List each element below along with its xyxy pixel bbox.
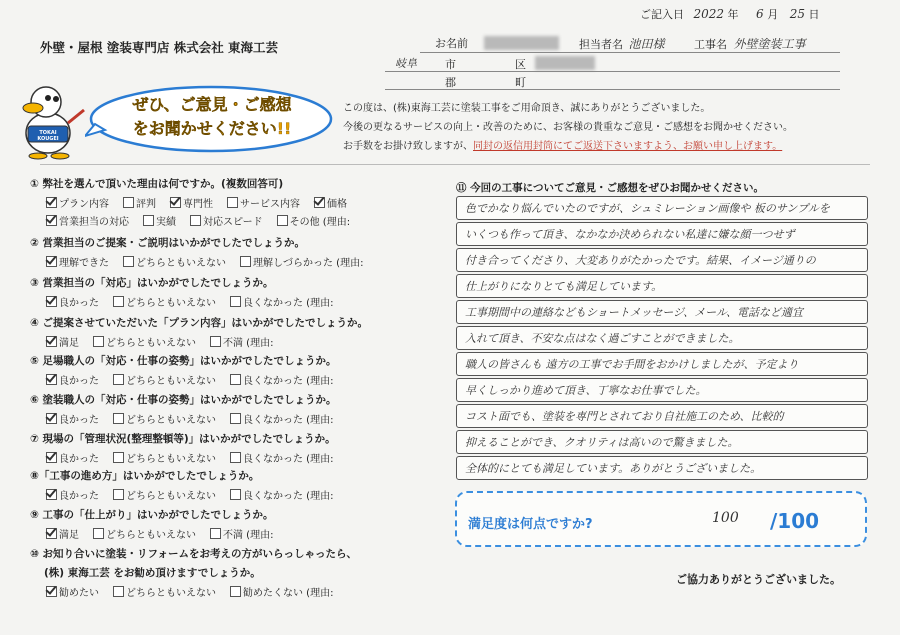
option-label: 勧めたい — [59, 588, 99, 599]
question-title-6: ⑥ 塗装職人の「対応・仕事の姿勢」はいかがでしたでしょうか。 — [30, 394, 337, 406]
option-label: どちらともいえない — [126, 298, 216, 309]
option-label: 良かった — [59, 454, 99, 465]
checkbox-icon[interactable] — [210, 336, 221, 347]
work-value: 外壁塗装工事 — [733, 37, 806, 51]
checkbox-icon[interactable] — [230, 452, 241, 463]
option-q1-5[interactable] — [314, 195, 347, 210]
ward-label: 区 — [515, 58, 526, 71]
option-q8-1[interactable] — [46, 487, 99, 502]
checkbox-icon[interactable] — [93, 528, 104, 539]
option-label: 評判 — [136, 199, 156, 210]
checkbox-icon[interactable] — [93, 336, 104, 347]
option-label: 良かった — [59, 376, 99, 387]
comment-line-8: 早くしっかり進めて頂き、丁寧なお仕事でした。 — [456, 378, 868, 402]
option-label: 価格 — [327, 199, 347, 210]
checked-checkbox-icon[interactable] — [46, 586, 57, 597]
question-7-options — [46, 450, 341, 465]
question-10-options — [46, 584, 341, 599]
question-title-1: ① 弊社を選んで頂いた理由は何ですか。(複数回答可) — [30, 178, 284, 190]
option-label: 満足 — [59, 530, 79, 541]
option-label: 対応スピード — [203, 217, 263, 228]
option-q9-3[interactable] — [210, 526, 273, 541]
option-q4-3[interactable] — [210, 334, 273, 349]
question-1-options — [46, 195, 355, 210]
option-q5-3[interactable] — [230, 372, 333, 387]
question-title-9: ⑨ 工事の「仕上がり」はいかがでしたでしょうか。 — [30, 509, 274, 521]
option-q7-2[interactable] — [113, 450, 216, 465]
checked-checkbox-icon[interactable] — [46, 197, 57, 208]
date-year: 2022 — [693, 7, 725, 21]
checked-checkbox-icon[interactable] — [170, 197, 181, 208]
option-q6-3[interactable] — [230, 411, 333, 426]
option-label: 良かった — [59, 298, 99, 309]
option-q3-2[interactable] — [113, 294, 216, 309]
question-title-3: ③ 営業担当の「対応」はいかがでしたでしょうか。 — [30, 277, 274, 289]
checked-checkbox-icon[interactable] — [46, 215, 57, 226]
option-q1-4[interactable] — [277, 213, 350, 228]
address-underline-2 — [385, 89, 840, 90]
banner-line-1: ぜひ、ご意見・ご感想 — [132, 95, 292, 114]
checked-checkbox-icon[interactable] — [46, 374, 57, 385]
option-q10-3[interactable] — [230, 584, 333, 599]
checked-checkbox-icon[interactable] — [46, 256, 57, 267]
option-label: 良くなかった (理由: — [243, 454, 334, 465]
question-4-options — [46, 334, 281, 349]
option-q5-2[interactable] — [113, 372, 216, 387]
option-q8-3[interactable] — [230, 487, 333, 502]
staff-label: 担当者名 — [579, 38, 623, 51]
question-2-options — [46, 254, 371, 269]
option-label: 不満 (理由: — [223, 530, 274, 541]
option-label: 不満 (理由: — [223, 338, 274, 349]
checkbox-icon[interactable] — [210, 528, 221, 539]
divider — [40, 164, 870, 165]
checked-checkbox-icon[interactable] — [46, 413, 57, 424]
option-q1-3[interactable] — [190, 213, 263, 228]
checked-checkbox-icon[interactable] — [314, 197, 325, 208]
comment-line-3: 付き合ってくださり、大変ありがたかったです。結果、イメージ通りの — [456, 248, 868, 272]
question-9-options — [46, 526, 281, 541]
comment-line-10: 抑えることができ、クオリティは高いので驚きました。 — [456, 430, 868, 454]
question-title-8: ⑧「工事の進め方」はいかがでしたでしょうか。 — [30, 470, 260, 482]
comment-line-7: 職人の皆さんも 遠方の工事でお手間をおかけしましたが、予定より — [456, 352, 868, 376]
option-label: どちらともいえない — [126, 415, 216, 426]
comment-line-4: 仕上がりになりとても満足しています。 — [456, 274, 868, 298]
checkbox-icon[interactable] — [240, 256, 251, 267]
question-1-options — [46, 213, 358, 228]
date-day: 25 — [789, 7, 805, 21]
option-label: 良くなかった (理由: — [243, 298, 334, 309]
option-q4-2[interactable] — [93, 334, 196, 349]
option-label: 良くなかった (理由: — [243, 491, 334, 502]
option-q1-3[interactable] — [170, 195, 213, 210]
checkbox-icon[interactable] — [123, 197, 134, 208]
option-label: 良かった — [59, 415, 99, 426]
option-q2-1[interactable] — [46, 254, 109, 269]
option-q1-2[interactable] — [123, 195, 156, 210]
option-label: どちらともいえない — [126, 588, 216, 599]
checkbox-icon[interactable] — [230, 489, 241, 500]
checkbox-icon[interactable] — [143, 215, 154, 226]
option-label: 理解できた — [59, 258, 109, 269]
option-q9-2[interactable] — [93, 526, 196, 541]
option-label: どちらともいえない — [106, 338, 196, 349]
checkbox-icon[interactable] — [230, 296, 241, 307]
comment-line-1: 色でかなり悩んでいたのですが、シュミレーション画像や 板のサンプルを — [456, 196, 868, 220]
option-label: どちらともいえない — [106, 530, 196, 541]
checked-checkbox-icon[interactable] — [46, 296, 57, 307]
date-year-unit: 年 — [727, 8, 739, 21]
comment-line-9: コスト面でも、塗装を専門とされており自社施工のため、比較的 — [456, 404, 868, 428]
option-label: その他 (理由: — [289, 217, 351, 228]
option-q6-1[interactable] — [46, 411, 99, 426]
checkbox-icon[interactable] — [230, 413, 241, 424]
score-question: 満足度は何点ですか? — [468, 517, 593, 532]
comment-line-6: 入れて頂き、不安な点はなく過ごすことができました。 — [456, 326, 868, 350]
checkbox-icon[interactable] — [277, 215, 288, 226]
option-q6-2[interactable] — [113, 411, 216, 426]
comment-line-2: いくつも作って頂き、なかなか決められない私達に嫌な顔一つせず — [456, 222, 868, 246]
option-q1-4[interactable] — [227, 195, 300, 210]
option-label: プラン内容 — [59, 199, 109, 210]
checkbox-icon[interactable] — [113, 489, 124, 500]
checkbox-icon[interactable] — [230, 586, 241, 597]
checked-checkbox-icon[interactable] — [46, 452, 57, 463]
work-row — [694, 35, 806, 52]
checkbox-icon[interactable] — [113, 296, 124, 307]
checkbox-icon[interactable] — [227, 197, 238, 208]
option-label: 勧めたくない (理由: — [243, 588, 334, 599]
company-name: 外壁・屋根 塗装専門店 株式会社 東海工芸 — [40, 40, 279, 55]
q11-title: ⑪ 今回の工事についてご意見・ご感想をぜひお聞かせください。 — [456, 182, 764, 194]
address-underline — [385, 71, 840, 72]
duck-mascot-icon — [8, 78, 90, 160]
staff-value: 池田様 — [628, 37, 665, 51]
option-q8-2[interactable] — [113, 487, 216, 502]
intro-text — [343, 99, 793, 156]
checkbox-icon[interactable] — [113, 413, 124, 424]
comment-line-11: 全体的にとても満足しています。ありがとうございました。 — [456, 456, 868, 480]
town-label: 町 — [515, 76, 526, 89]
option-q3-3[interactable] — [230, 294, 333, 309]
question-subtitle-10: (株) 東海工芸 をお勧め頂けますでしょうか。 — [44, 567, 261, 579]
option-q5-1[interactable] — [46, 372, 99, 387]
thanks-footer: ご協力ありがとうございました。 — [676, 573, 841, 586]
checked-checkbox-icon[interactable] — [46, 489, 57, 500]
checkbox-icon[interactable] — [123, 256, 134, 267]
mascot-tag: TOKAI KOUGEI — [37, 130, 59, 142]
option-q7-1[interactable] — [46, 450, 99, 465]
option-q2-2[interactable] — [123, 254, 226, 269]
intro-line-3 — [343, 137, 793, 156]
option-label: サービス内容 — [240, 199, 300, 210]
checkbox-icon[interactable] — [230, 374, 241, 385]
work-label: 工事名 — [694, 38, 727, 51]
name-label: お名前 — [435, 37, 468, 50]
city-label: 市 — [445, 58, 456, 71]
pref-value: 岐阜 — [395, 57, 417, 70]
score-max: /100 — [770, 509, 820, 533]
comment-line-5: 工事期間中の連絡などもショートメッセージ、メール、電話など適宜 — [456, 300, 868, 324]
entry-date — [640, 6, 819, 22]
option-label: どちらともいえない — [136, 258, 226, 269]
checkbox-icon[interactable] — [113, 586, 124, 597]
question-title-2: ② 営業担当のご提案・ご説明はいかがでしたでしょうか。 — [30, 237, 306, 249]
checked-checkbox-icon[interactable] — [46, 528, 57, 539]
option-label: 専門性 — [183, 199, 213, 210]
option-label: 営業担当の対応 — [59, 217, 129, 228]
question-title-10: ⑩ お知り合いに塗装・リフォームをお考えの方がいらっしゃったら、 — [30, 548, 358, 560]
question-title-5: ⑤ 足場職人の「対応・仕事の姿勢」はいかがでしたでしょうか。 — [30, 355, 337, 367]
option-q4-1[interactable] — [46, 334, 79, 349]
option-label: どちらともいえない — [126, 491, 216, 502]
date-month-unit: 月 — [767, 8, 779, 21]
option-q3-1[interactable] — [46, 294, 99, 309]
option-q1-1[interactable] — [46, 213, 129, 228]
intro-line-1: この度は、(株)東海工芸に塗装工事をご用命頂き、誠にありがとうございました。 — [343, 103, 711, 114]
date-month: 6 — [756, 7, 764, 21]
staff-row — [579, 35, 665, 52]
option-label: どちらともいえない — [126, 376, 216, 387]
intro-line-3-red: 同封の返信用封筒にてご返送下さいますよう、お願い申し上げます。 — [473, 141, 783, 152]
intro-line-3-pre: お手数をお掛け致しますが、 — [343, 141, 473, 152]
question-6-options — [46, 411, 341, 426]
question-5-options — [46, 372, 341, 387]
option-q1-1[interactable] — [46, 195, 109, 210]
date-label: ご記入日 — [640, 8, 684, 21]
checkbox-icon[interactable] — [113, 374, 124, 385]
address-redacted — [535, 56, 595, 70]
intro-line-2: 今後の更なるサービスの向上・改善のために、お客様の貴重なご意見・ご感想をお聞かせください。 — [343, 122, 793, 133]
name-underline — [420, 52, 840, 53]
option-q10-2[interactable] — [113, 584, 216, 599]
option-q7-3[interactable] — [230, 450, 333, 465]
option-label: 満足 — [59, 338, 79, 349]
option-label: 良くなかった (理由: — [243, 415, 334, 426]
checkbox-icon[interactable] — [113, 452, 124, 463]
date-day-unit: 日 — [808, 8, 820, 21]
option-q1-2[interactable] — [143, 213, 176, 228]
county-label: 郡 — [445, 76, 456, 89]
option-label: 良かった — [59, 491, 99, 502]
option-q9-1[interactable] — [46, 526, 79, 541]
question-title-7: ⑦ 現場の「管理状況(整理整頓等)」はいかがでしたでしょうか。 — [30, 433, 336, 445]
option-q10-1[interactable] — [46, 584, 99, 599]
option-q2-3[interactable] — [240, 254, 363, 269]
option-label: どちらともいえない — [126, 454, 216, 465]
checked-checkbox-icon[interactable] — [46, 336, 57, 347]
banner-line-2: をお聞かせください!! — [132, 119, 292, 138]
question-3-options — [46, 294, 341, 309]
question-8-options — [46, 487, 341, 502]
checkbox-icon[interactable] — [190, 215, 201, 226]
name-redacted — [484, 36, 559, 50]
option-label: 理解しづらかった (理由: — [253, 258, 364, 269]
option-label: 良くなかった (理由: — [243, 376, 334, 387]
option-label: 実績 — [156, 217, 176, 228]
name-row — [435, 35, 559, 51]
score-value: 100 — [712, 510, 739, 526]
question-title-4: ④ ご提案させていただいた「プラン内容」はいかがでしたでしょうか。 — [30, 317, 369, 329]
